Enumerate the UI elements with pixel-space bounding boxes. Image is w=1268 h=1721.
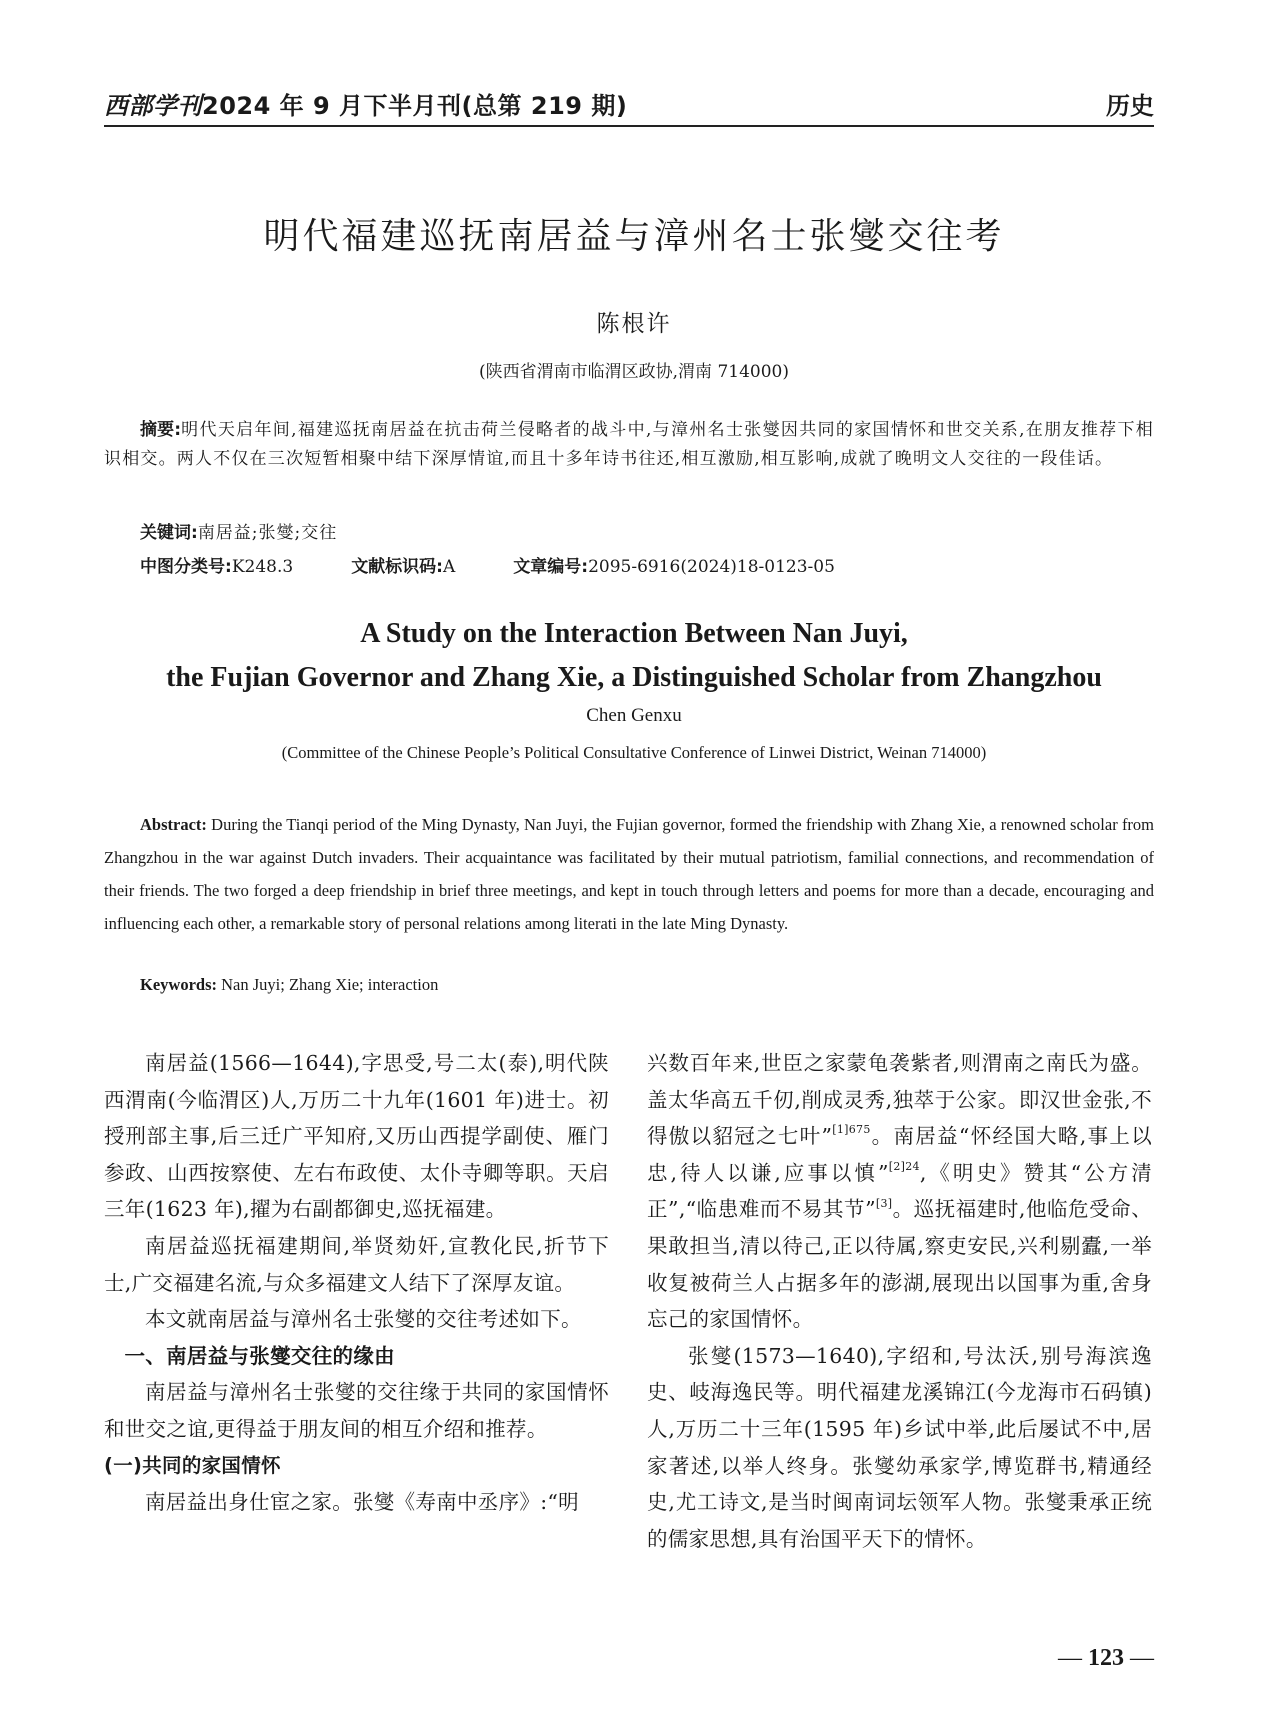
body-text: 兴数百年来,世臣之家蒙龟袭紫者,则渭南之南氏为盛。盖太华高五千仞,削成灵秀,独萃于公家。即汉世金张,不得傲以貂冠之七叶” xyxy=(647,1051,1152,1149)
keywords-cn-text: 南居益;张燮;交往 xyxy=(197,523,338,543)
author-en: Chen Genxu xyxy=(586,705,682,726)
keywords-cn xyxy=(140,518,337,543)
body-text: ,《明史》赞其“公方清正”,“临患难而不易其节” xyxy=(647,1160,1152,1222)
author-cn: 陈根许 xyxy=(596,311,672,337)
article-number-label: 文章编号: xyxy=(513,557,589,577)
doc-code-value: A xyxy=(443,557,456,577)
title-en-line1: A Study on the Interaction Between Nan Juyi, xyxy=(360,618,908,649)
running-header-section: 历史 xyxy=(1106,92,1154,120)
clc-label: 中图分类号: xyxy=(140,557,232,577)
running-header-journal xyxy=(104,86,627,121)
body-paragraph: 南居益巡抚福建期间,举贤劾奸,宣教化民,折节下士,广交福建名流,与众多福建文人结下了深厚友谊。 xyxy=(104,1233,609,1295)
header-rule xyxy=(104,125,1154,127)
classification-row xyxy=(140,552,835,577)
citation-ref: [3] xyxy=(875,1196,893,1210)
article-number-value: 2095-6916(2024)18-0123-05 xyxy=(588,557,835,577)
body-paragraph: 本文就南居益与漳州名士张燮的交往考述如下。 xyxy=(145,1307,582,1332)
body-column-right xyxy=(647,1045,1152,1557)
journal-issue: 2024 年 9 月下半月刊(总第 219 期) xyxy=(202,92,628,120)
body-paragraph: 张燮(1573—1640),字绍和,号汰沃,别号海滨逸史、岐海逸民等。明代福建龙溪锦江(今龙海市石码镇)人,万历二十三年(1595 年)乡试中举,此后屡试不中,居家著述,以举人终身。张燮幼承家学,博览群书,精通经史,尤工诗文,是当时闽南词坛领军人物。张燮秉承正统的儒家思想,具有治国平天下的情怀。 xyxy=(647,1343,1152,1551)
citation-ref: [1]675 xyxy=(832,1123,871,1137)
page-number: — 123 — xyxy=(1058,1645,1154,1671)
section-heading-1: 一、南居益与张燮交往的缘由 xyxy=(124,1343,395,1368)
journal-logo: 西部学刊 xyxy=(104,91,202,120)
keywords-en-label: Keywords: xyxy=(140,975,217,994)
clc-value: K248.3 xyxy=(231,557,294,577)
abstract-en-text: During the Tianqi period of the Ming Dynasty, Nan Juyi, the Fujian governor, formed the friendship with Zhang Xie, a renowned scholar from Zhangzhou in the war against Dutch invaders. Their acquaintance was facilitated by their mutual patriotism, familial connections, and recommendation of their friends. The two forged a deep friendship in brief three meetings, and kept in touch through letters and poems for more than a decade, encouraging and influencing each other, a remarkable story of personal relations among literati in the late Ming Dynasty. xyxy=(104,815,1155,933)
body-paragraph: 南居益出身仕宦之家。张燮《寿南中丞序》:“明 xyxy=(145,1490,579,1515)
body-text: 。南居益“怀经国大略,事上以忠,待人以谦,应事以慎” xyxy=(647,1124,1152,1185)
abstract-en xyxy=(104,808,1154,940)
abstract-en-label: Abstract: xyxy=(140,815,207,834)
doc-code-label: 文献标识码: xyxy=(351,557,443,577)
keywords-en xyxy=(140,975,438,995)
title-en-line2: the Fujian Governor and Zhang Xie, a Distinguished Scholar from Zhangzhou xyxy=(166,662,1102,693)
affiliation-en: (Committee of the Chinese People’s Political Consultative Conference of Linwei District, Weinan 714000) xyxy=(281,743,987,762)
keywords-en-text: Nan Juyi; Zhang Xie; interaction xyxy=(221,975,439,994)
body-paragraph-continued xyxy=(647,1045,1152,1338)
abstract-cn xyxy=(104,416,1154,474)
subsection-heading-1: (一)共同的家国情怀 xyxy=(104,1453,281,1477)
body-paragraph: 南居益与漳州名士张燮的交往缘于共同的家国情怀和世交之谊,更得益于朋友间的相互介绍和推荐。 xyxy=(104,1380,609,1441)
abstract-cn-label: 摘要: xyxy=(140,420,182,440)
page-number-value: 123 xyxy=(1088,1645,1124,1671)
body-paragraph: 南居益(1566—1644),字思受,号二太(泰),明代陕西渭南(今临渭区)人,万历二十九年(1601 年)进士。初授刑部主事,后三迁广平知府,又历山西提学副使、雁门参政、山西按察使、左右布政使、太仆寺卿等职。天启三年(1623 年),擢为右副都御史,巡抚福建。 xyxy=(104,1051,609,1222)
affiliation-cn: (陕西省渭南市临渭区政协,渭南 714000) xyxy=(479,362,789,382)
abstract-cn-text: 明代天启年间,福建巡抚南居益在抗击荷兰侵略者的战斗中,与漳州名士张燮因共同的家国情怀和世交关系,在朋友推荐下相识相交。两人不仅在三次短暂相聚中结下深厚情谊,而且十多年诗书往还,相互激励,相互影响,成就了晚明文人交往的一段佳话。 xyxy=(104,420,1154,469)
article-title-cn: 明代福建巡抚南居益与漳州名士张燮交往考 xyxy=(263,216,1005,257)
article-title-en xyxy=(0,612,1268,700)
body-column-left xyxy=(104,1045,609,1521)
citation-ref: [2]24 xyxy=(888,1159,920,1173)
keywords-cn-label: 关键词: xyxy=(140,523,198,543)
body-text: 。巡抚福建时,他临危受命、果敢担当,清以待己,正以待属,察吏安民,兴利剔蠹,一举收复被荷兰人占据多年的澎湖,展现出以国事为重,舍身忘己的家国情怀。 xyxy=(647,1197,1153,1332)
